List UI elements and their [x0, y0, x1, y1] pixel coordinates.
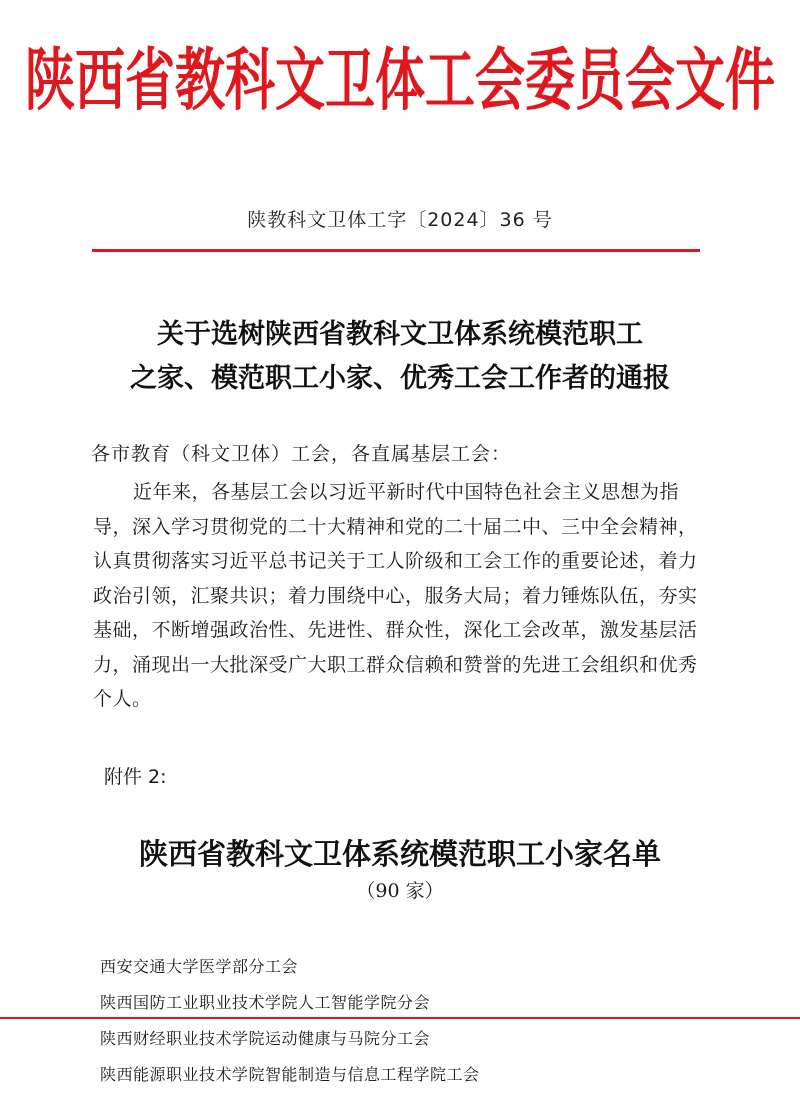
notice-body-paragraph: 近年来，各基层工会以习近平新时代中国特色社会主义思想为指导，深入学习贯彻党的二十大精神和党的二十届二中、三中全会精神，认真贯彻落实习近平总书记关于工人阶级和工会工作的重要论述，着力政治引领，汇聚共识；着力围绕中心，服务大局；着力锤炼队伍，夯实基础，不断增强政治性、先进性、群众性，深化工会改革，激发基层活力，涌现出一大批深受广大职工群众信赖和赞誉的先进工会组织和优秀个人。	[93, 481, 698, 710]
notice-title-line-1: 关于选树陕西省教科文卫体系统模范职工	[157, 319, 643, 350]
document-masthead: 陕西省教科文卫体工会委员会文件	[25, 40, 775, 120]
attachment-count: （90 家）	[356, 880, 444, 902]
list-item: 西安交通大学医学部分工会	[100, 957, 299, 976]
red-divider-bottom	[0, 1017, 800, 1019]
list-item: 陕西能源职业技术学院智能制造与信息工程学院工会	[100, 1065, 480, 1084]
notice-title-line-2: 之家、模范职工小家、优秀工会工作者的通报	[130, 363, 670, 394]
attachment-label: 附件 2:	[104, 766, 167, 788]
attachment-entry-list	[100, 955, 480, 1099]
list-item: 陕西财经职业技术学院运动健康与马院分工会	[100, 1029, 431, 1048]
document-number: 陕教科文卫体工字〔2024〕36 号	[247, 209, 553, 231]
red-divider-top	[92, 249, 700, 252]
attachment-list-title: 陕西省教科文卫体系统模范职工小家名单	[138, 837, 661, 871]
list-item: 陕西国防工业职业技术学院人工智能学院分会	[100, 993, 431, 1012]
salutation: 各市教育（科文卫体）工会，各直属基层工会：	[91, 443, 512, 465]
